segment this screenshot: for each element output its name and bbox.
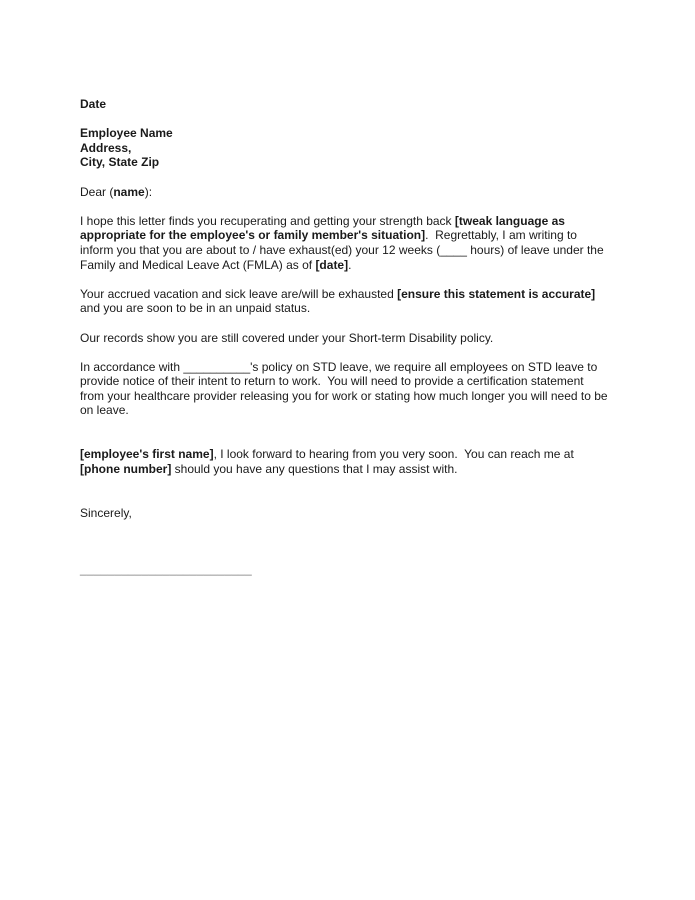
text-run: _________________________: [80, 562, 252, 577]
text-run: Dear (: [80, 184, 114, 199]
text-run: .: [348, 257, 352, 272]
paragraph-4: [80, 360, 637, 418]
text-run: In accordance with __________'s policy on STD leave, we require all employees on STD leave to: [80, 359, 598, 374]
text-run: [phone number]: [80, 461, 172, 476]
text-run: Our records show you are still covered under your Short-term Disability policy.: [80, 330, 494, 345]
text-run: Address,: [80, 140, 132, 155]
paragraph-1: [80, 214, 637, 272]
text-run: Your accrued vacation and sick leave are/will be exhausted: [80, 286, 398, 301]
closing: [80, 506, 637, 521]
text-run: Employee Name: [80, 126, 173, 141]
text-run: Date: [80, 97, 107, 111]
salutation: [80, 185, 637, 200]
text-run: on leave.: [80, 403, 129, 418]
text-run: Family and Medical Leave Act (FMLA) as of: [80, 257, 316, 272]
text-run: I hope this letter finds you recuperating and getting your strength back: [80, 213, 455, 228]
paragraph-5: [80, 447, 637, 476]
text-run: should you have any questions that I may assist with.: [171, 461, 458, 476]
paragraph-3: [80, 331, 637, 346]
text-run: inform you that you are about to / have exhaust(ed) your 12 weeks (____ hours) of leave under the: [80, 242, 604, 257]
text-run: [date]: [315, 257, 349, 272]
text-run: [employee's first name]: [80, 447, 214, 462]
text-run: provide notice of their intent to return to work. You will need to provide a certification statement: [80, 374, 584, 389]
signature-line: [80, 562, 637, 577]
text-run: ):: [144, 184, 153, 199]
recipient-block: [80, 126, 637, 170]
paragraph-2: [80, 287, 637, 316]
text-run: . Regrettably, I am writing to: [425, 228, 577, 243]
text-run: name: [113, 184, 145, 199]
text-run: [ensure this statement is accurate]: [397, 286, 596, 301]
text-run: , I look forward to hearing from you very soon. You can reach me at: [213, 447, 574, 462]
text-run: from your healthcare provider releasing you for work or stating how much longer you will need to be: [80, 388, 608, 403]
text-run: appropriate for the employee's or family member's situation]: [80, 228, 426, 243]
text-run: Sincerely,: [80, 505, 132, 520]
text-run: City, State Zip: [80, 155, 160, 170]
text-run: [tweak language as: [454, 213, 565, 228]
date-line: [80, 97, 637, 112]
text-run: and you are soon to be in an unpaid status.: [80, 301, 311, 316]
